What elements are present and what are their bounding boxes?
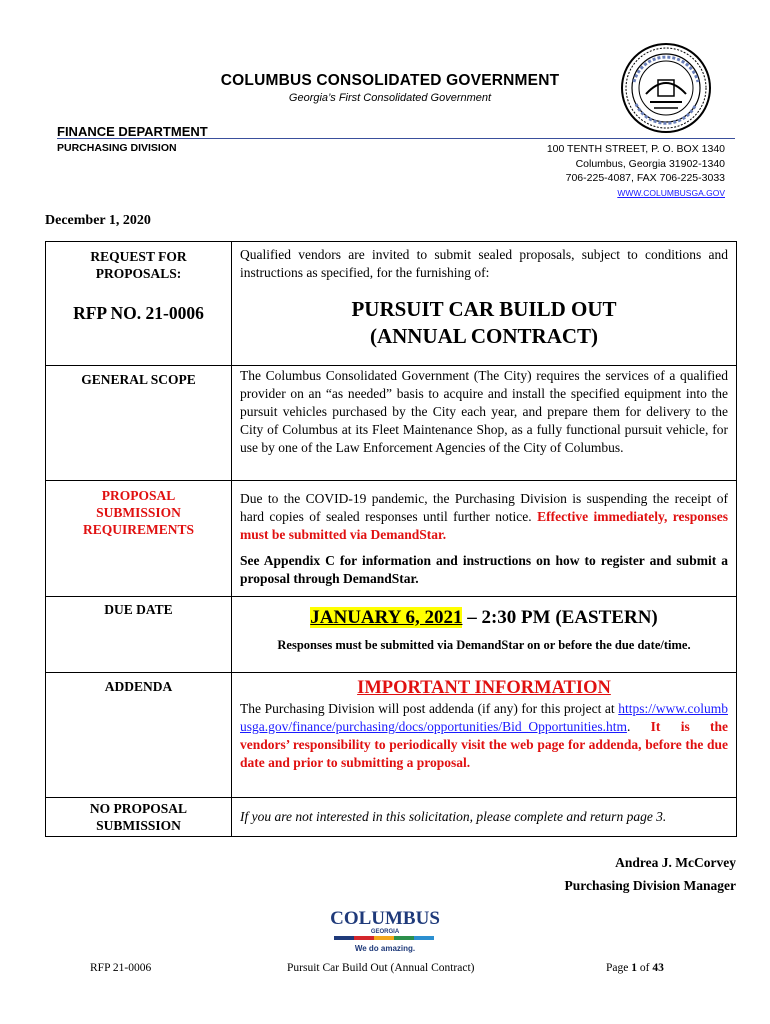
table-row: [46, 481, 737, 597]
government-tagline: Georgia’s First Consolidated Government: [288, 92, 492, 104]
project-title-line2: (ANNUAL CONTRACT): [369, 324, 599, 348]
department-address: [547, 142, 725, 200]
footer-rfp-number: RFP 21-0006: [90, 962, 152, 974]
addenda-label: ADDENDA: [104, 679, 173, 694]
logo-word: COLUMBUS: [330, 908, 440, 929]
no-proposal-content-cell: [232, 798, 737, 837]
submission-text: [240, 490, 728, 544]
page-of: of: [639, 962, 650, 974]
no-proposal-text: If you are not interested in this solicitation, please complete and return page 3.: [240, 809, 667, 824]
no-proposal-label-line2: SUBMISSION: [96, 818, 181, 833]
submission-label-cell: [46, 481, 232, 597]
rfp-summary-table: [45, 241, 737, 837]
page-total: 43: [652, 962, 664, 974]
request-label-line2: PROPOSALS:: [95, 266, 182, 281]
addenda-url-link[interactable]: https://www.columbusga.gov/finance/purchasing/docs/opportunities/Bid_Opportunities.htm: [240, 701, 728, 734]
department-divider: [57, 138, 735, 139]
city-seal-icon: [620, 42, 712, 134]
division-name: PURCHASING DIVISION: [57, 142, 177, 154]
submission-label-line3: REQUIREMENTS: [82, 522, 195, 537]
government-name: COLUMBUS CONSOLIDATED GOVERNMENT: [220, 72, 560, 89]
addenda-text-red: It is the vendors’ responsibility to periodically visit the web page for addenda, before the due date and prior to submitting a proposal.: [240, 719, 729, 770]
signatory-title: Purchasing Division Manager: [564, 878, 736, 893]
website-link[interactable]: WWW.COLUMBUSGA.GOV: [617, 187, 725, 198]
no-proposal-label-line1: NO PROPOSAL: [89, 801, 188, 816]
due-date-line: [240, 609, 728, 627]
scope-label-cell: [46, 366, 232, 481]
signatory-name: Andrea J. McCorvey: [615, 855, 736, 870]
address-line-2: Columbus, Georgia 31902-1340: [575, 157, 725, 170]
page-prefix: Page: [606, 962, 629, 974]
request-content-cell: [232, 242, 737, 366]
table-row: [46, 673, 737, 798]
document-date: December 1, 2020: [45, 213, 151, 228]
table-row: [46, 366, 737, 481]
logo-sub: GEORGIA: [370, 929, 400, 935]
due-content-cell: [232, 597, 737, 673]
footer-page-number: [606, 962, 664, 974]
scope-content-cell: [232, 366, 737, 481]
submission-text-plain: Due to the COVID-19 pandemic, the Purchasing Division is suspending the receipt of hard copies of sealed responses until further notice.: [240, 491, 728, 524]
submission-text-red: Effective immediately, responses must be submitted via DemandStar.: [240, 509, 729, 542]
due-note: Responses must be submitted via DemandStar on or before the due date/time.: [277, 638, 691, 652]
due-date: JANUARY 6, 2021: [310, 607, 463, 628]
addenda-text-plain: The Purchasing Division will post addenda (if any) for this project at: [240, 701, 615, 716]
table-row: [46, 798, 737, 837]
logo-slogan: We do amazing.: [354, 944, 416, 953]
due-time: – 2:30 PM (EASTERN): [467, 607, 658, 628]
table-row: [46, 242, 737, 366]
addenda-label-cell: [46, 673, 232, 798]
submission-label-line1: PROPOSAL: [101, 488, 176, 503]
department-name: FINANCE DEPARTMENT: [57, 124, 208, 139]
project-title-line1: PURSUIT CAR BUILD OUT: [351, 297, 617, 321]
footer-project-title: Pursuit Car Build Out (Annual Contract): [287, 962, 475, 974]
addenda-content-cell: [232, 673, 737, 798]
request-label-line1: REQUEST FOR: [90, 249, 187, 264]
scope-label: GENERAL SCOPE: [81, 372, 196, 387]
rfp-number: RFP NO. 21-0006: [73, 303, 204, 323]
scope-text: The Columbus Consolidated Government (The City) requires the services of a qualified provider on an “as needed” basis to acquire and install the specified equipment into the pursuit vehicles purchased by the City each year, and prepare them for delivery to the City of Columbus at its Fleet Maintenance Shop, as a fully functional pursuit vehicle, for use by one of the Law Enforcement Agencies of the City of Columbus.: [240, 368, 728, 455]
submission-label-line2: SUBMISSION: [96, 505, 181, 520]
request-label-cell: [46, 242, 232, 366]
address-line-1: 100 TENTH STREET, P. O. BOX 1340: [546, 143, 725, 155]
due-label: DUE DATE: [104, 602, 173, 617]
appendix-note: See Appendix C for information and instructions on how to register and submit a proposal through DemandStar.: [240, 553, 728, 586]
due-label-cell: [46, 597, 232, 673]
no-proposal-label-cell: [46, 798, 232, 837]
columbus-logo-icon: [330, 902, 440, 954]
important-heading: IMPORTANT INFORMATION: [357, 678, 611, 698]
page-current: 1: [631, 962, 637, 974]
submission-content-cell: [232, 481, 737, 597]
address-line-3: 706-225-4087, FAX 706-225-3033: [565, 172, 725, 184]
request-intro: Qualified vendors are invited to submit sealed proposals, subject to conditions and instructions as specified, for the furnishing of:: [240, 247, 728, 280]
table-row: [46, 597, 737, 673]
addenda-text: The Purchasing Division will post addenda (if any) for this project at https://www.columbusga.gov/finance/purchasing/docs/opportunities/Bid_Opportunities.htm. It is the vendors’ responsibility to periodically visit the web page for addenda, before the due date and prior to submitting a proposal.: [240, 701, 729, 770]
